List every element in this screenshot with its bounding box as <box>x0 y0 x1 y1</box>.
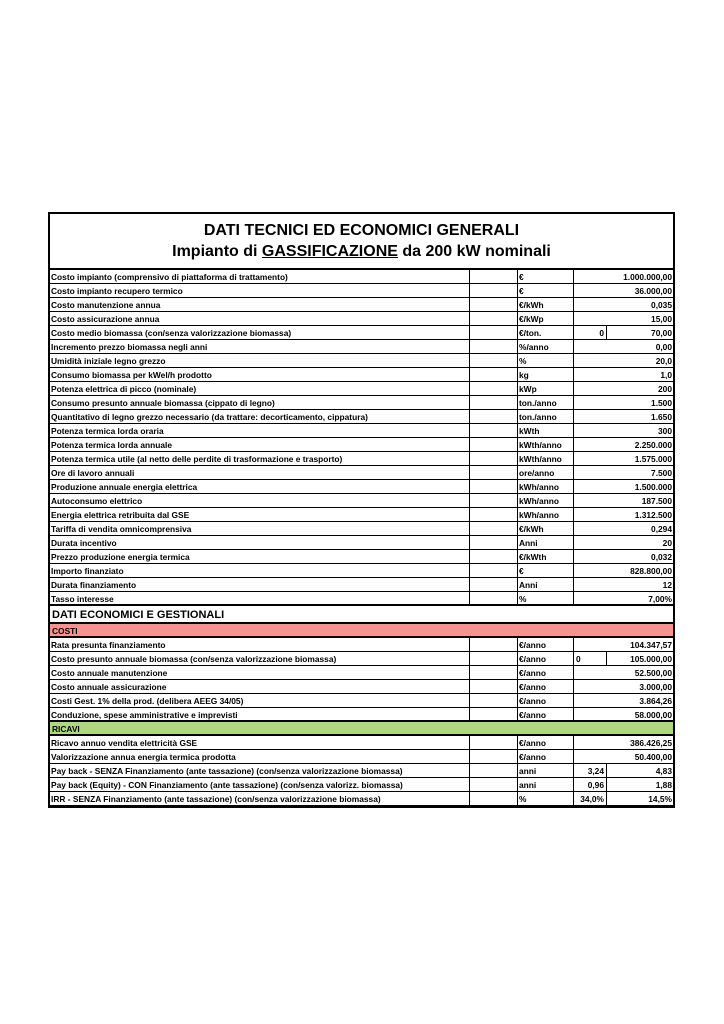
row-label-cell[interactable]: Importo finanziato <box>50 564 470 577</box>
table-row <box>50 750 673 764</box>
row-unit-cell[interactable]: kWh/anno <box>518 480 574 493</box>
table-row <box>50 736 673 750</box>
sheet-title: DATI TECNICI ED ECONOMICI GENERALI <box>203 222 520 239</box>
table-row <box>50 708 673 722</box>
table-row <box>50 508 673 522</box>
row-empty-cell[interactable] <box>470 270 518 283</box>
row-unit-cell[interactable]: € <box>518 564 574 577</box>
row-empty-cell[interactable] <box>470 480 518 493</box>
row-value-cell[interactable]: 0,00 <box>655 342 672 352</box>
row-unit-cell[interactable]: €/kWh <box>518 522 574 535</box>
row-label-cell[interactable]: Incremento prezzo biomassa negli anni <box>50 340 470 353</box>
row-unit-cell[interactable]: €/anno <box>518 708 574 720</box>
row-unit-cell[interactable]: €/kWh <box>518 298 574 311</box>
table-row <box>50 396 673 410</box>
table-row <box>50 354 673 368</box>
row-empty-cell[interactable] <box>470 652 518 665</box>
row-aux-cell[interactable] <box>574 466 607 479</box>
row-aux-cell[interactable] <box>574 368 607 381</box>
row-unit-cell[interactable]: Anni <box>518 536 574 549</box>
row-value-cell[interactable]: 0,035 <box>651 300 672 310</box>
row-aux-cell[interactable] <box>574 424 607 437</box>
row-label-cell[interactable]: Durata finanziamento <box>50 578 470 591</box>
row-aux-cell[interactable] <box>574 750 607 763</box>
table-row <box>50 424 673 438</box>
row-value-cell[interactable]: 1.650 <box>651 412 672 422</box>
row-empty-cell[interactable] <box>470 396 518 409</box>
row-unit-cell[interactable]: anni <box>518 764 574 777</box>
table-row <box>50 494 673 508</box>
table-row <box>50 466 673 480</box>
row-label-cell[interactable]: Pay back (Equity) - CON Finanziamento (ante tassazione) (con/senza valorizz. biomassa) <box>50 778 470 791</box>
row-label-cell[interactable]: Ore di lavoro annuali <box>50 466 470 479</box>
row-empty-cell[interactable] <box>470 694 518 707</box>
row-label-cell[interactable]: Ricavo annuo vendita elettricità GSE <box>50 736 470 749</box>
row-unit-cell[interactable]: ton./anno <box>518 396 574 409</box>
row-empty-cell[interactable] <box>470 666 518 679</box>
row-unit-cell[interactable]: kWh/anno <box>518 508 574 521</box>
table-row <box>50 522 673 536</box>
row-value-cell[interactable]: 1.500 <box>651 398 672 408</box>
row-aux-cell[interactable] <box>574 508 607 521</box>
row-empty-cell[interactable] <box>470 778 518 791</box>
row-label-cell[interactable]: Potenza termica lorda annuale <box>50 438 470 451</box>
row-value-cell[interactable]: 2.250.000 <box>634 440 672 450</box>
row-label-cell[interactable]: Quantitativo di legno grezzo necessario (da trattare: decorticamento, cippatura) <box>50 410 470 423</box>
table-row <box>50 410 673 424</box>
row-unit-cell[interactable]: € <box>518 284 574 297</box>
row-empty-cell[interactable] <box>470 536 518 549</box>
row-empty-cell[interactable] <box>470 764 518 777</box>
row-empty-cell[interactable] <box>470 410 518 423</box>
row-value-cell[interactable]: 52.500,00 <box>634 668 672 678</box>
row-aux-cell[interactable] <box>574 578 607 591</box>
row-aux-cell[interactable] <box>574 452 607 465</box>
row-unit-cell[interactable]: kWth/anno <box>518 438 574 451</box>
subtitle-prefix: Impianto di <box>172 243 262 260</box>
row-aux-cell[interactable]: 0 <box>574 326 607 339</box>
row-aux-cell[interactable]: 0,96 <box>574 778 607 791</box>
row-value-cell[interactable]: 1.575.000 <box>634 454 672 464</box>
table-row <box>50 270 673 284</box>
spreadsheet-sheet <box>48 212 675 808</box>
row-aux-cell[interactable] <box>574 480 607 493</box>
table-row <box>50 578 673 592</box>
row-label-cell[interactable]: Costi Gest. 1% della prod. (delibera AEEG 34/05) <box>50 694 470 707</box>
row-label-cell[interactable]: Autoconsumo elettrico <box>50 494 470 507</box>
row-label-cell[interactable]: Potenza termica utile (al netto delle perdite di trasformazione e trasporto) <box>50 452 470 465</box>
row-empty-cell[interactable] <box>470 466 518 479</box>
row-aux-cell[interactable] <box>574 522 607 535</box>
sheet-header <box>50 214 673 270</box>
row-unit-cell[interactable]: €/ton. <box>518 326 574 339</box>
table-row <box>50 652 673 666</box>
row-empty-cell[interactable] <box>470 750 518 763</box>
row-aux-cell[interactable] <box>574 638 607 651</box>
row-unit-cell[interactable]: kWp <box>518 382 574 395</box>
row-value-cell[interactable]: 70,00 <box>651 328 672 338</box>
row-label-cell[interactable]: Costo medio biomassa (con/senza valorizzazione biomassa) <box>50 326 470 339</box>
row-empty-cell[interactable] <box>470 354 518 367</box>
row-value-cell[interactable]: 1.000.000,00 <box>623 272 672 282</box>
sheet-subtitle <box>50 241 673 263</box>
row-empty-cell[interactable] <box>470 792 518 805</box>
row-value-cell[interactable]: 20,0 <box>655 356 672 366</box>
row-empty-cell[interactable] <box>470 592 518 604</box>
row-unit-cell[interactable]: % <box>518 592 574 604</box>
row-unit-cell[interactable]: €/anno <box>518 750 574 763</box>
table-row <box>50 368 673 382</box>
row-aux-cell[interactable] <box>574 536 607 549</box>
row-value-cell[interactable]: 1,88 <box>655 780 672 790</box>
row-unit-cell[interactable]: % <box>518 792 574 805</box>
row-unit-cell[interactable]: % <box>518 354 574 367</box>
row-empty-cell[interactable] <box>470 680 518 693</box>
table-row <box>50 382 673 396</box>
row-aux-cell[interactable] <box>574 666 607 679</box>
row-value-cell[interactable]: 0,032 <box>651 552 672 562</box>
row-empty-cell[interactable] <box>470 708 518 720</box>
row-unit-cell[interactable]: €/kWp <box>518 312 574 325</box>
table-row <box>50 680 673 694</box>
row-value-cell[interactable]: 1.312.500 <box>634 510 672 520</box>
row-aux-cell[interactable] <box>574 708 607 720</box>
row-unit-cell[interactable]: kWh/anno <box>518 494 574 507</box>
row-value-cell[interactable]: 0,294 <box>651 524 672 534</box>
row-aux-cell[interactable] <box>574 298 607 311</box>
row-aux-cell[interactable] <box>574 354 607 367</box>
row-unit-cell[interactable]: kg <box>518 368 574 381</box>
row-empty-cell[interactable] <box>470 452 518 465</box>
table-row <box>50 536 673 550</box>
row-empty-cell[interactable] <box>470 564 518 577</box>
row-empty-cell[interactable] <box>470 312 518 325</box>
row-aux-cell[interactable] <box>574 340 607 353</box>
row-unit-cell[interactable]: €/anno <box>518 652 574 665</box>
row-label-cell[interactable]: Tariffa di vendita omnicomprensiva <box>50 522 470 535</box>
ricavi-table <box>50 736 673 806</box>
costi-band: COSTI <box>50 624 673 638</box>
row-label-cell[interactable]: Costo assicurazione annua <box>50 312 470 325</box>
row-empty-cell[interactable] <box>470 298 518 311</box>
row-aux-cell[interactable] <box>574 680 607 693</box>
row-label-cell[interactable]: Consumo presunto annuale biomassa (cippato di legno) <box>50 396 470 409</box>
row-value-cell[interactable]: 12 <box>662 580 672 590</box>
row-aux-cell[interactable] <box>574 438 607 451</box>
table-row <box>50 550 673 564</box>
row-unit-cell[interactable]: €/anno <box>518 666 574 679</box>
row-label-cell[interactable]: Durata incentivo <box>50 536 470 549</box>
row-value-cell[interactable]: 3.864,26 <box>639 696 672 706</box>
row-value-cell[interactable]: 1.500.000 <box>634 482 672 492</box>
row-value-cell[interactable]: 828.800,00 <box>630 566 672 576</box>
row-value-cell[interactable]: 386.426,25 <box>630 738 672 748</box>
row-unit-cell[interactable]: €/anno <box>518 680 574 693</box>
row-label-cell[interactable]: Valorizzazione annua energia termica prodotta <box>50 750 470 763</box>
row-label-cell[interactable]: Costo manutenzione annua <box>50 298 470 311</box>
table-row <box>50 312 673 326</box>
row-empty-cell[interactable] <box>470 494 518 507</box>
table-row <box>50 792 673 806</box>
row-label-cell[interactable]: Costo impianto recupero termico <box>50 284 470 297</box>
row-aux-cell[interactable]: 34,0% <box>574 792 607 805</box>
row-unit-cell[interactable]: € <box>518 270 574 283</box>
row-value-cell[interactable]: 20 <box>662 538 672 548</box>
row-unit-cell[interactable]: ore/anno <box>518 466 574 479</box>
row-value-cell[interactable]: 3.000,00 <box>639 682 672 692</box>
row-aux-cell[interactable] <box>574 410 607 423</box>
row-unit-cell[interactable]: €/anno <box>518 638 574 651</box>
row-unit-cell[interactable]: kWth <box>518 424 574 437</box>
table-row <box>50 480 673 494</box>
row-empty-cell[interactable] <box>470 284 518 297</box>
row-value-cell[interactable]: 187.500 <box>641 496 672 506</box>
row-value-cell[interactable]: 14,5% <box>648 794 672 804</box>
row-label-cell[interactable]: Costo annuale manutenzione <box>50 666 470 679</box>
econ-section-title: DATI ECONOMICI E GESTIONALI <box>50 606 673 624</box>
row-empty-cell[interactable] <box>470 368 518 381</box>
row-unit-cell[interactable]: %/anno <box>518 340 574 353</box>
row-aux-cell[interactable]: 3,24 <box>574 764 607 777</box>
row-aux-cell[interactable] <box>574 592 607 604</box>
row-empty-cell[interactable] <box>470 424 518 437</box>
row-empty-cell[interactable] <box>470 550 518 563</box>
row-aux-cell[interactable] <box>574 494 607 507</box>
table-row <box>50 764 673 778</box>
row-empty-cell[interactable] <box>470 578 518 591</box>
row-label-cell[interactable]: Consumo biomassa per kWel/h prodotto <box>50 368 470 381</box>
row-label-cell[interactable]: IRR - SENZA Finanziamento (ante tassazione) (con/senza valorizzazione biomassa) <box>50 792 470 805</box>
row-label-cell[interactable]: Prezzo produzione energia termica <box>50 550 470 563</box>
row-empty-cell[interactable] <box>470 522 518 535</box>
row-value-cell[interactable]: 1,0 <box>660 370 672 380</box>
ricavi-band: RICAVI <box>50 722 673 736</box>
row-label-cell[interactable]: Costo impianto (comprensivo di piattaforma di trattamento) <box>50 270 470 283</box>
row-value-cell[interactable]: 7.500 <box>651 468 672 478</box>
row-unit-cell[interactable]: €/anno <box>518 736 574 749</box>
row-value-cell[interactable]: 36.000,00 <box>634 286 672 296</box>
row-label-cell[interactable]: Umidità iniziale legno grezzo <box>50 354 470 367</box>
row-label-cell[interactable]: Conduzione, spese amministrative e imprevisti <box>50 708 470 720</box>
row-value-cell[interactable]: 200 <box>658 384 672 394</box>
row-label-cell[interactable]: Potenza elettrica di picco (nominale) <box>50 382 470 395</box>
row-value-cell[interactable]: 4,83 <box>655 766 672 776</box>
row-empty-cell[interactable] <box>470 326 518 339</box>
row-aux-cell[interactable] <box>574 736 607 749</box>
row-aux-cell[interactable] <box>574 396 607 409</box>
row-unit-cell[interactable]: anni <box>518 778 574 791</box>
row-unit-cell[interactable]: Anni <box>518 578 574 591</box>
table-row <box>50 284 673 298</box>
row-unit-cell[interactable]: €/kWth <box>518 550 574 563</box>
row-aux-cell[interactable]: 0 <box>574 652 607 665</box>
row-empty-cell[interactable] <box>470 382 518 395</box>
row-empty-cell[interactable] <box>470 438 518 451</box>
row-empty-cell[interactable] <box>470 508 518 521</box>
subtitle-emphasis: GASSIFICAZIONE <box>261 243 398 260</box>
row-aux-cell[interactable] <box>574 270 607 283</box>
row-aux-cell[interactable] <box>574 550 607 563</box>
row-label-cell[interactable]: Pay back - SENZA Finanziamento (ante tassazione) (con/senza valorizzazione biomassa) <box>50 764 470 777</box>
table-row <box>50 564 673 578</box>
row-unit-cell[interactable]: €/anno <box>518 694 574 707</box>
row-value-cell[interactable]: 104.347,57 <box>630 640 672 650</box>
subtitle-suffix: da 200 kW nominali <box>397 243 551 260</box>
row-unit-cell[interactable]: ton./anno <box>518 410 574 423</box>
row-value-cell[interactable]: 58.000,00 <box>634 710 672 720</box>
row-empty-cell[interactable] <box>470 736 518 749</box>
table-row <box>50 452 673 466</box>
row-label-cell[interactable]: Potenza termica lorda oraria <box>50 424 470 437</box>
row-label-cell[interactable]: Rata presunta finanziamento <box>50 638 470 651</box>
row-value-cell[interactable]: 50.400,00 <box>634 752 672 762</box>
row-aux-cell[interactable] <box>574 382 607 395</box>
row-value-cell[interactable]: 7,00% <box>648 594 672 604</box>
table-row <box>50 666 673 680</box>
row-aux-cell[interactable] <box>574 694 607 707</box>
table-row <box>50 438 673 452</box>
row-label-cell[interactable]: Energia elettrica retribuita dal GSE <box>50 508 470 521</box>
costi-table <box>50 638 673 722</box>
tech-table <box>50 270 673 606</box>
row-unit-cell[interactable]: kWth/anno <box>518 452 574 465</box>
row-aux-cell[interactable] <box>574 284 607 297</box>
table-row <box>50 778 673 792</box>
row-empty-cell[interactable] <box>470 340 518 353</box>
row-label-cell[interactable]: Tasso interesse <box>50 592 470 604</box>
row-value-cell[interactable]: 15,00 <box>651 314 672 324</box>
table-row <box>50 298 673 312</box>
table-row <box>50 340 673 354</box>
table-row <box>50 638 673 652</box>
table-row <box>50 592 673 606</box>
row-value-cell[interactable]: 300 <box>658 426 672 436</box>
row-label-cell[interactable]: Costo annuale assicurazione <box>50 680 470 693</box>
row-label-cell[interactable]: Produzione annuale energia elettrica <box>50 480 470 493</box>
row-label-cell[interactable]: Costo presunto annuale biomassa (con/senza valorizzazione biomassa) <box>50 652 470 665</box>
row-aux-cell[interactable] <box>574 312 607 325</box>
row-aux-cell[interactable] <box>574 564 607 577</box>
row-empty-cell[interactable] <box>470 638 518 651</box>
table-row <box>50 694 673 708</box>
table-row <box>50 326 673 340</box>
row-value-cell[interactable]: 105.000,00 <box>630 654 672 664</box>
